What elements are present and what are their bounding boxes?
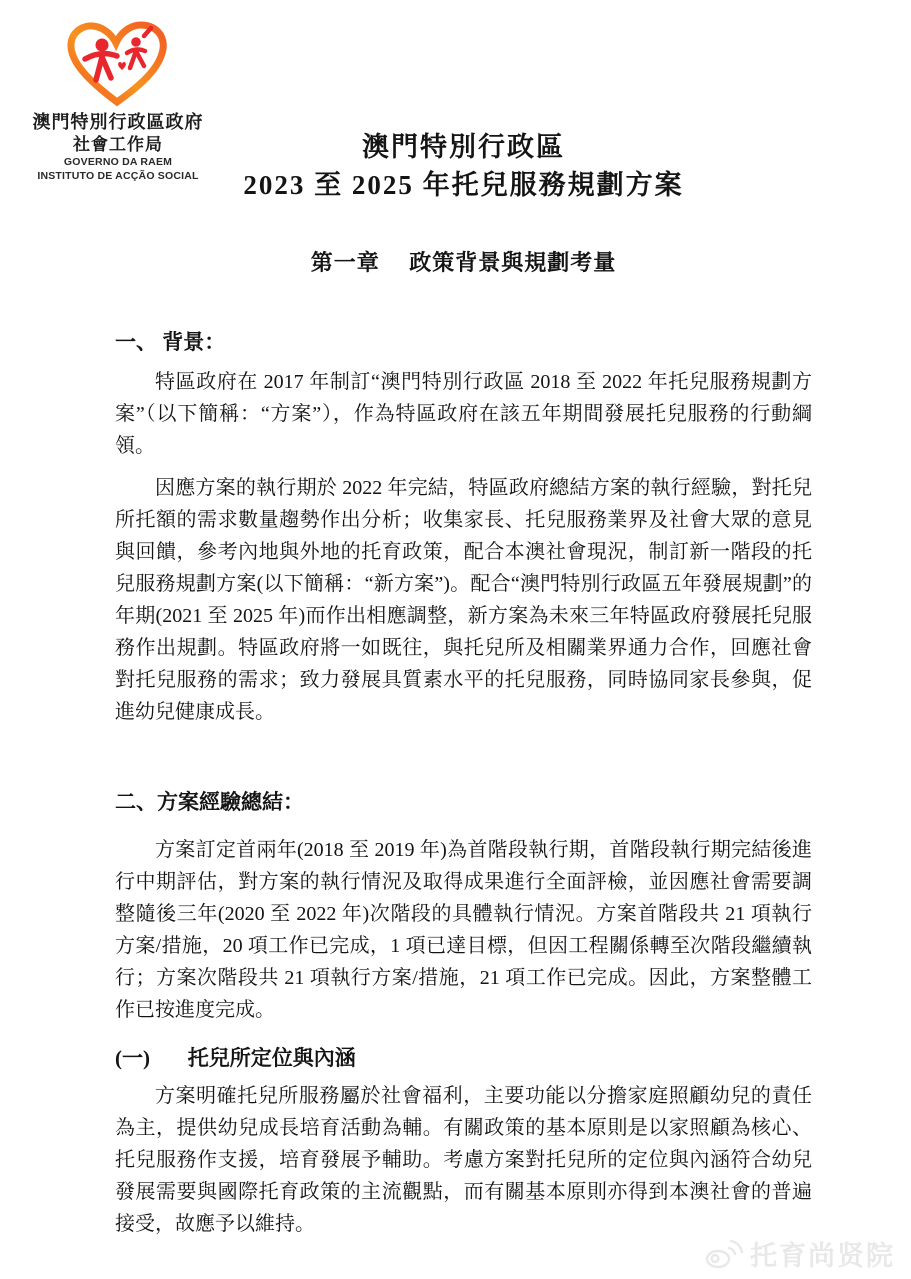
watermark-text: 托育尚贤院 <box>750 1241 895 1271</box>
section-1-paragraph-2: 因應方案的執行期於 2022 年完結，特區政府總結方案的執行經驗，對托兒所托額的需求數量趨勢作出分析；收集家長、托兒服務業界及社會大眾的意見與回饋，參考內地與外地的托育政策，配合本澳社會現況，制訂新一階段的托兒服務規劃方案(以下簡稱：“新方案”)。配合“澳門特別行政區五年發展規劃”的年期(2021 至 2025 年)而作出相應調整，新方案為未來三年特區政府發展托兒服務作出規劃。特區政府將一如既往，與托兒所及相關業界通力合作，回應社會對托兒服務的需求；致力發展具質素水平的托兒服務，同時協同家長參與，促進幼兒健康成長。 <box>115 477 812 723</box>
subsection-1-paragraph: 方案明確托兒所服務屬於社會福利，主要功能以分擔家庭照顧幼兒的責任為主，提供幼兒成長培育活動為輔。有關政策的基本原則是以家照顧為核心、托兒服務作支援，培育發展予輔助。考慮方案對托兒所的定位與內涵符合幼兒發展需要與國際托育政策的主流觀點，而有關基本原則亦得到本澳社會的普遍接受，故應予以維持。 <box>115 1085 812 1235</box>
org-name-pt-governo: GOVERNO DA RAEM <box>63 156 173 168</box>
document-title-line1: 澳門特別行政區 <box>362 132 565 162</box>
watermark <box>705 1234 895 1273</box>
section-2-paragraph-1: 方案訂定首兩年(2018 至 2019 年)為首階段執行期，首階段執行期完結後進行中期評估，對方案的執行情況及取得成果進行全面評檢，並因應社會需要調整隨後三年(2020 至 2022 年)次階段的具體執行情況。方案首階段共 21 項執行方案/措施，20 項工作已完成，1 項已達目標，但因工程關係轉至次階段繼續執行；方案次階段共 21 項執行方案/措施，21 項工作已完成。因此，方案整體工作已按進度完成。 <box>115 839 812 1021</box>
document-title-line2: 2023 至 2025 年托兒服務規劃方案 <box>243 170 684 200</box>
subsection-1-number: (一) <box>115 1046 150 1070</box>
document-title <box>115 128 812 204</box>
org-name-zh-government: 澳門特別行政區政府 <box>32 112 204 132</box>
section-2-heading: 二、方案經驗總結： <box>115 790 304 814</box>
heart-logo-icon <box>57 18 179 108</box>
weibo-icon <box>705 1238 745 1270</box>
subsection-1-heading <box>115 1042 812 1074</box>
document-body <box>115 326 812 1240</box>
chapter-heading: 第一章 政策背景與規劃考量 <box>310 250 617 275</box>
section-1-paragraph-1: 特區政府在 2017 年制訂“澳門特別行政區 2018 至 2022 年托兒服務規劃方案”（以下簡稱：“方案”），作為特區政府在該五年期間發展托兒服務的行動綱領。 <box>115 371 812 457</box>
org-name-zh-bureau: 社會工作局 <box>73 135 163 154</box>
section-1-heading: 一、 背景： <box>115 330 226 354</box>
subsection-1-title: 托兒所定位與內涵 <box>187 1046 356 1070</box>
org-name-pt-instituto: INSTITUTO DE ACÇÃO SOCIAL <box>37 169 199 182</box>
